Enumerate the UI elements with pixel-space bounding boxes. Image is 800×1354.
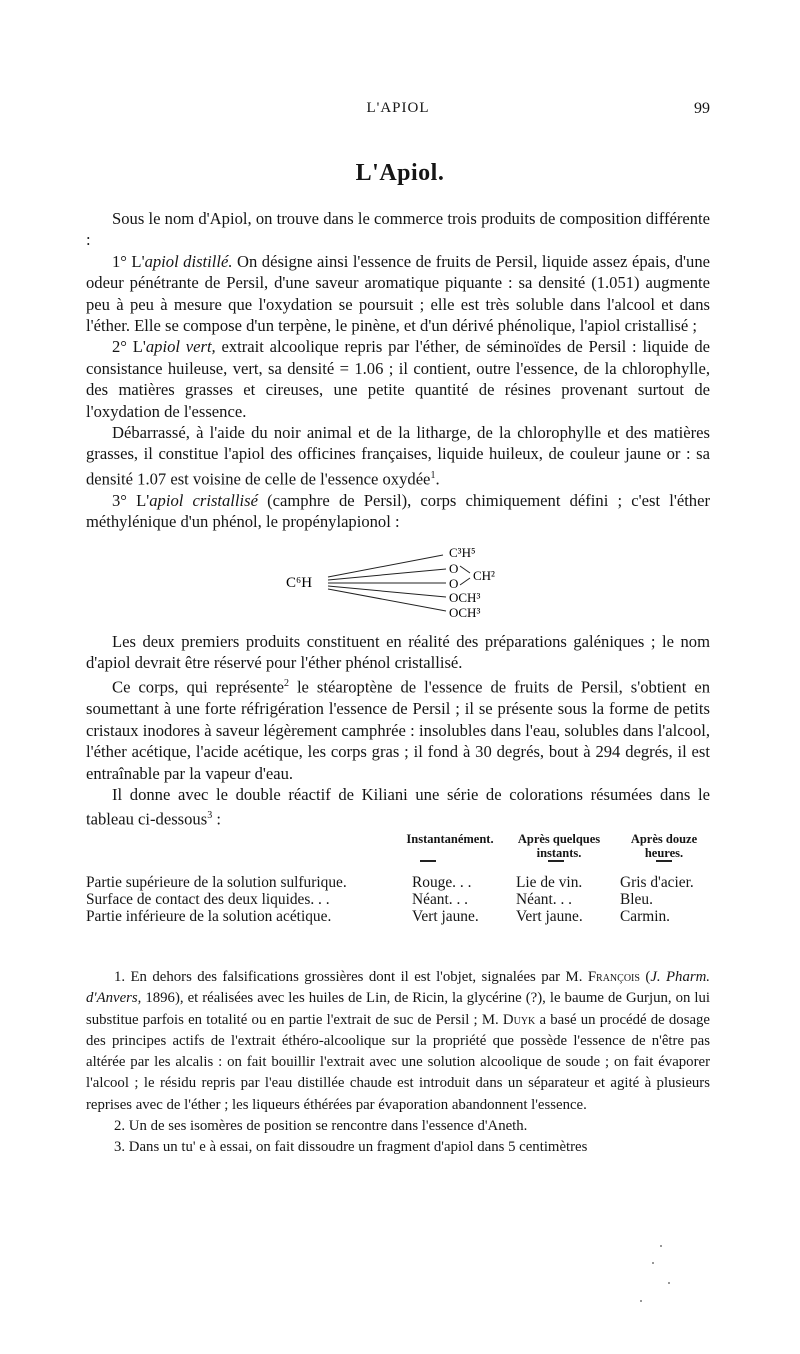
item-term: apiol vert, (145, 337, 216, 357)
cell-apres-instants: Vert jaune. (516, 908, 583, 926)
paper-speck (640, 1300, 642, 1302)
paragraph-kiliani (86, 784, 710, 830)
column-header: Instantanément. (406, 832, 494, 847)
column-header: Après quelques instants. (517, 832, 601, 861)
paragraph-ce-corps (86, 673, 710, 784)
cell-douze-heures: Carmin. (620, 908, 671, 926)
bond-line (328, 569, 446, 580)
bond-line (328, 586, 446, 597)
paragraph-text: le stéaroptène de l'essence de fruits de Persil, s'obtient en soumettant à une forte réfrigération l'essence de Persil ; il se présente sous la forme de petits cristaux inodores à saveur légèrement camphrée : insolubles dans l'eau, solubles dans l'alcool, l'éther acétique, l'acide acétique, les corps gras ; il fond à 30 degrés, bout à 294 degrés, il est entraînable par la vapeur d'eau. (86, 677, 710, 783)
paragraph-apiol-cristallise (86, 490, 710, 533)
body-text (86, 208, 710, 925)
footnote-text: a basé un procédé de dosage des principes actifs de l'extrait éthéro-alcoolique sur la propriété que possède l'essence de n'être pas altérée par les alcalis : on fait bouillir l'extrait avec une solution alcoolique de soude ; on fait évaporer l'alcool ; le résidu repris par l'eau distillée chaude est introduit dans un séparateur et agité à plusieurs reprises avec de l'éther ; les liqueurs éthérées par évaporation abandonnent l'essence. (86, 1011, 710, 1113)
running-head (86, 100, 710, 124)
paragraph-apiol-distille (86, 251, 710, 337)
footnote-text: , 1896), et réalisées avec les huiles de Lin, de Ricin, la glycérine (?), le baume de Gurjun, on lui substitue parfois en totalité ou en partie l'extrait de suc de Persil ; M. (86, 990, 710, 1028)
paragraph-text: Il donne avec le double réactif de Kiliani une série de colorations résumées dans le tableau ci-dessous (86, 785, 710, 829)
group-ch2: CH² (473, 567, 495, 583)
paragraph-apiol-vert (86, 336, 710, 422)
paper-speck (660, 1245, 662, 1247)
footnote-ref: 3 (207, 810, 213, 822)
table-row (86, 908, 710, 925)
bond-line (328, 555, 443, 577)
item-number: 1° L' (112, 251, 145, 271)
paragraph-text: Débarrassé, à l'aide du noir animal et de la litharge, de la chlorophylle et des matières grasses, il constitue l'apiol des officines françaises, liquide huileux, de couleur jaune or : sa densité 1.07 est voisine de celle de l'essence oxydée (86, 423, 710, 489)
item-text: On désigne ainsi l'essence de fruits de Persil, liquide assez épais, d'une odeur pénétrante de Persil, d'une saveur aromatique piquante : sa densité (1.051) augmente peu à peu à mesure que l'oxydation se poursuit ; elle est très soluble dans l'alcool et dans l'éther. Elle se compose d'un terpène, le pinène, et d'un dérivé phénolique, l'apiol cristallisé ; (86, 251, 710, 336)
formula-core: C⁶H (286, 574, 313, 591)
footnote-ref: 2 (283, 678, 289, 690)
paragraph-intro: Sous le nom d'Apiol, on trouve dans le commerce trois produits de composition différente : (86, 209, 710, 250)
footnote-journal: J. Pharm. d'Anvers (86, 969, 710, 1007)
column-dash (420, 860, 436, 862)
table-header (86, 832, 710, 874)
paragraph-debarrasse (86, 422, 710, 490)
item-term: apiol cristallisé (149, 490, 258, 510)
group-c3h5: C³H⁵ (449, 544, 476, 560)
footnote-author: François (587, 969, 640, 985)
cell-douze-heures: Gris d'acier. (620, 874, 694, 892)
footnotes (86, 967, 710, 1159)
footnote-author: Duyk (502, 1011, 536, 1028)
column-dash (656, 860, 672, 862)
column-dash (548, 860, 564, 862)
row-label: Surface de contact des deux liquides. . . (86, 891, 330, 909)
row-label: Partie supérieure de la solution sulfurique. (86, 874, 347, 892)
bond-line (328, 589, 446, 611)
bond-line (460, 566, 470, 573)
chapter-title: L'Apiol. (355, 160, 445, 186)
group-och3: OCH³ (449, 589, 481, 605)
page-number: 99 (694, 100, 710, 117)
running-head-title: L'APIOL (366, 100, 430, 116)
cell-instant: Rouge. . . (412, 874, 472, 892)
row-label: Partie inférieure de la solution acétique. (86, 908, 332, 926)
item-number: 3° L' (112, 490, 150, 510)
paper-speck (652, 1262, 654, 1264)
footnote-3: 3. Dans un tu' e à essai, on fait dissoudre un fragment d'apiol dans 5 centimètres (114, 1139, 588, 1156)
cell-apres-instants: Lie de vin. (516, 874, 583, 892)
table-row (86, 874, 710, 891)
item-number: 2° L' (112, 337, 146, 357)
item-text: extrait alcoolique repris par l'éther, de séminoïdes de Persil : liquide de consistance huileuse, vert, sa densité = 1.06 ; il contient, outre l'essence, de la chlorophylle, des matières grasses et cireuses, une petite quantité de résines provenant surtout de l'oxydation de l'essence. (86, 337, 710, 421)
cell-instant: Néant. . . (412, 891, 468, 909)
footnote-text: 1. En dehors des falsifications grossières dont il est l'objet, signalées par M. (114, 969, 588, 985)
cell-douze-heures: Bleu. (620, 891, 653, 909)
group-o: O (449, 560, 459, 576)
item-term: apiol distillé. (144, 251, 233, 271)
formula-diagram (86, 535, 710, 627)
paragraph-end: . (435, 469, 440, 489)
bond-line (460, 578, 470, 585)
group-o: O (449, 575, 459, 591)
coloration-table (86, 832, 710, 925)
footnote-2: 2. Un de ses isomères de position se rencontre dans l'essence d'Aneth. (114, 1118, 528, 1135)
footnote-text: ( (639, 969, 651, 985)
cell-apres-instants: Néant. . . (516, 891, 572, 909)
paragraph-text: : (212, 809, 221, 829)
paragraph-premiers-produits: Les deux premiers produits constituent en réalité des préparations galéniques ; le nom d'apiol devrait être réservé pour l'éther phénol cristallisé. (86, 631, 710, 673)
paragraph-text: Ce corps, qui représente (112, 677, 284, 697)
footnote-ref: 1 (430, 469, 436, 481)
table-row (86, 891, 710, 908)
structural-formula (86, 535, 710, 627)
group-och3: OCH³ (449, 604, 481, 620)
footnote-1 (86, 967, 710, 1116)
cell-instant: Vert jaune. (412, 908, 479, 926)
column-header: Après douze heures. (630, 832, 698, 861)
item-text: (camphre de Persil), corps chimiquement défini ; c'est l'éther méthylénique d'un phénol, le propénylapionol : (86, 490, 710, 532)
paper-speck (668, 1282, 670, 1284)
